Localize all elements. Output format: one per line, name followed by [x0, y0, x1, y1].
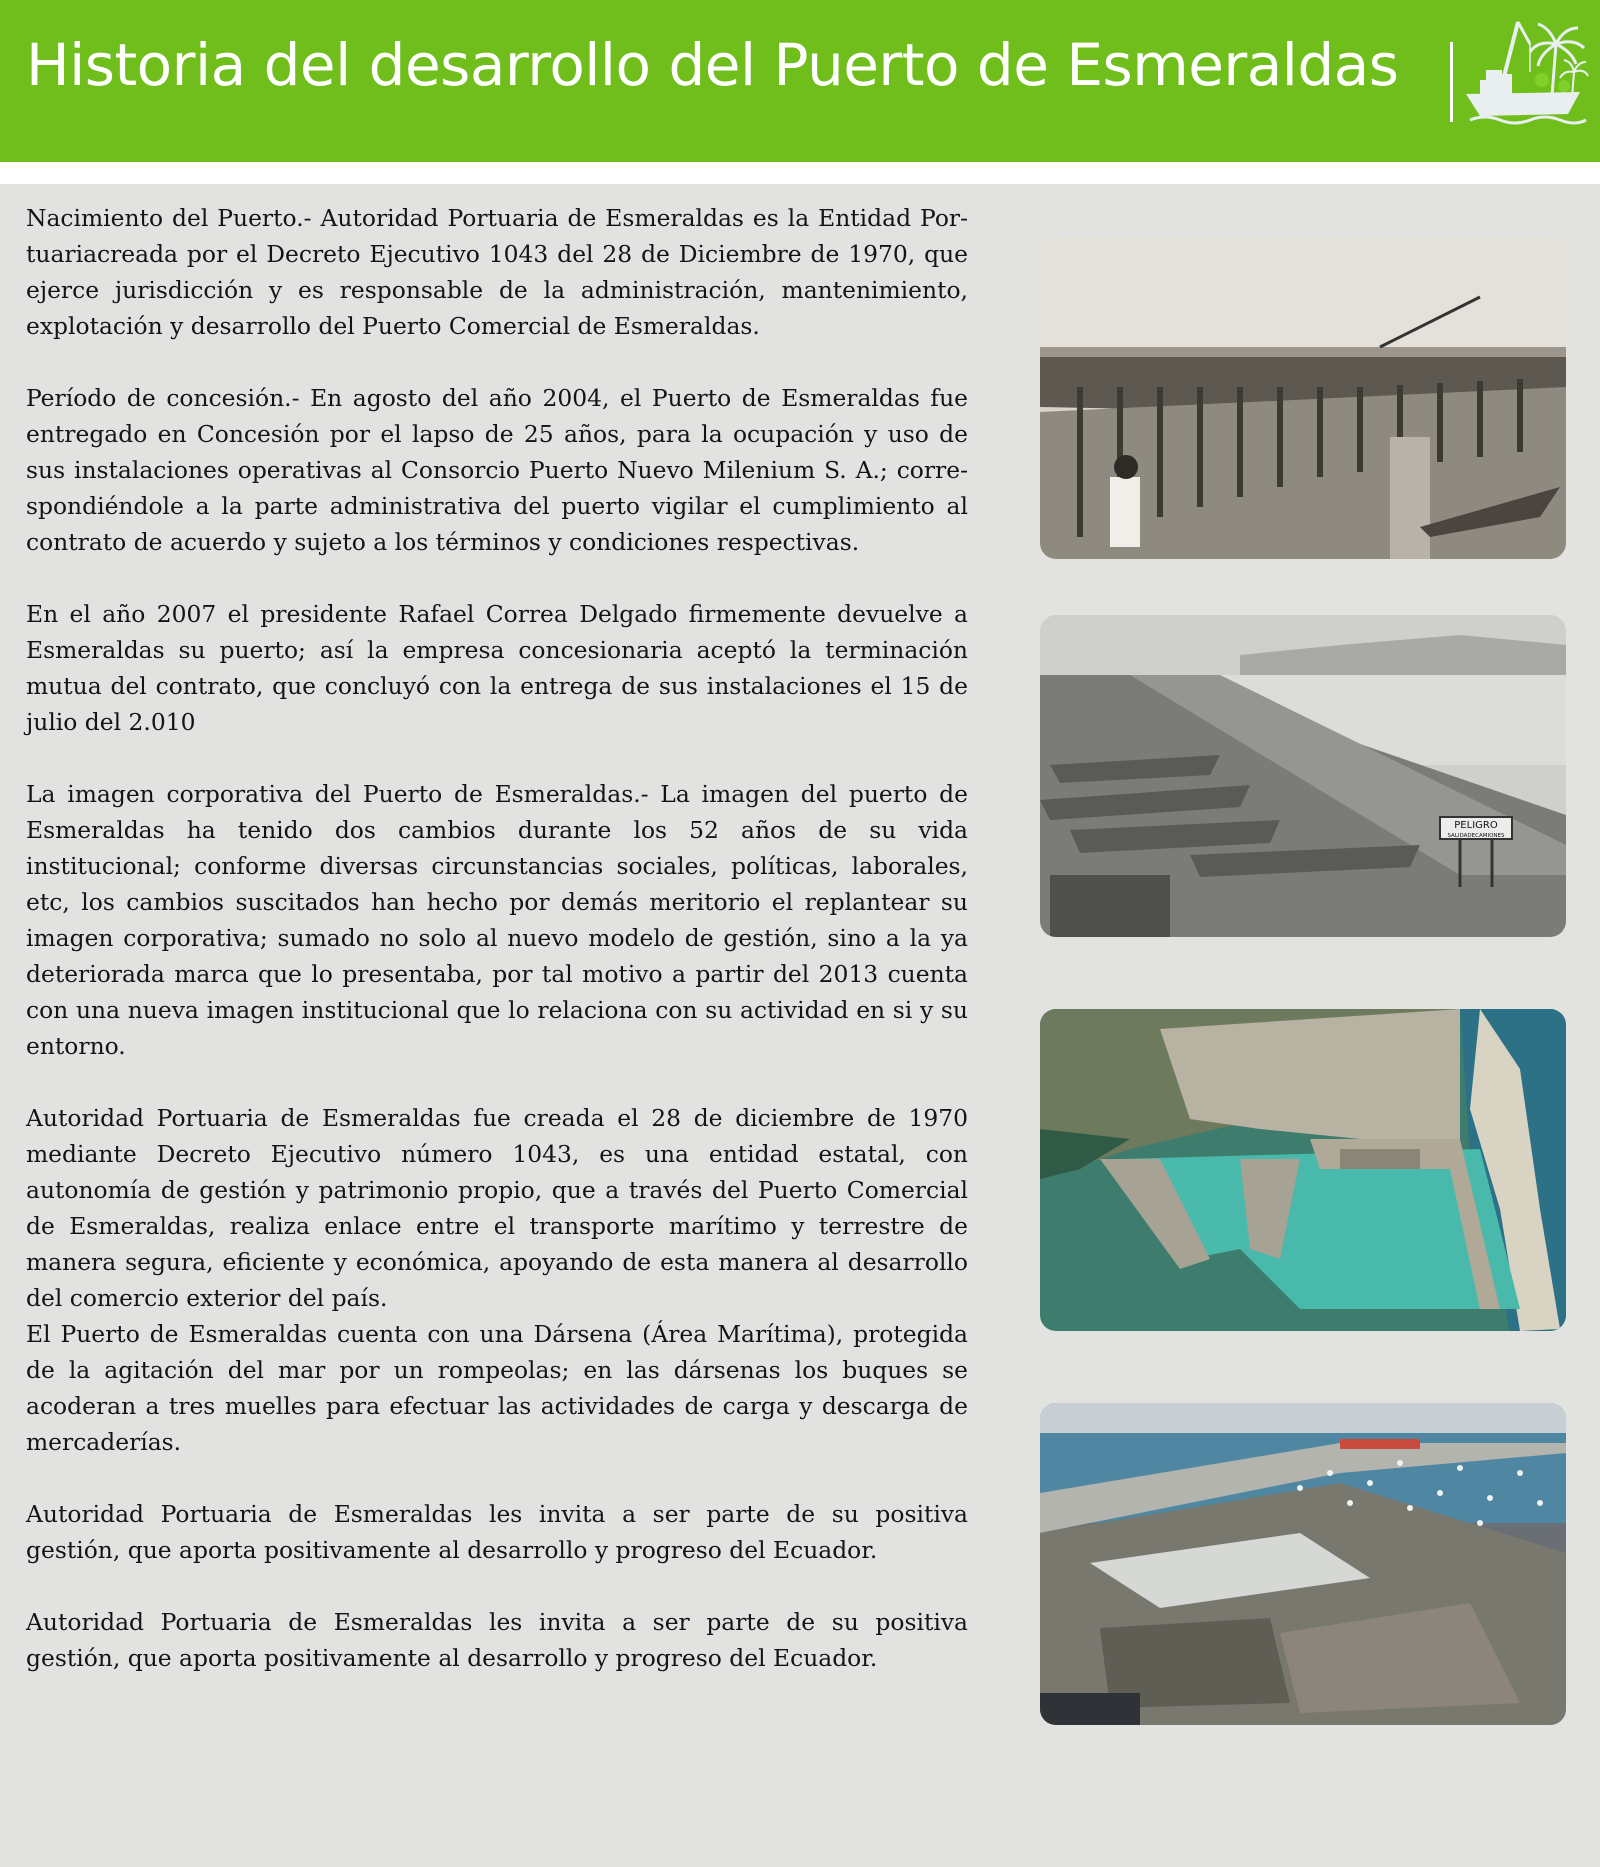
sign-subtext: SALIDADECAMIONES	[1447, 833, 1505, 839]
title-divider	[1450, 42, 1453, 122]
sign-text: PELIGRO	[1454, 820, 1498, 831]
photo-modern-port	[1040, 1403, 1566, 1725]
photo-pier-construction	[1040, 237, 1566, 559]
paragraph-darsena: El Puerto de Esmeraldas cuenta con una Dársena (Área Marítima), protegida de la agitación del mar por un rompeolas; en las dársenas los buques se acoderan a tres muelles para efectuar las actividades de carga y descarga de mercaderías.	[26, 1320, 968, 1456]
header-underline	[0, 162, 1600, 184]
page-title: Historia del desarrollo del Puerto de Esmeraldas	[26, 31, 1399, 99]
port-logo-icon	[1460, 14, 1590, 126]
paragraph-2007: En el año 2007 el presidente Rafael Correa Delgado firmemente devuelve a Esmeraldas su puerto; así la empresa concesionaria aceptó la terminación mutua del contrato, que concluyó con la entrega de sus instalaciones el 15 de julio del 2.010	[26, 600, 968, 736]
paragraph-invitacion-repeat: Autoridad Portuaria de Esmeraldas les invita a ser parte de su positiva gestión, que aporta positivamente al desarrollo y progreso del Ecuador.	[26, 1608, 968, 1672]
header-bar	[0, 0, 1600, 162]
photo-aerial-port	[1040, 1009, 1566, 1331]
paragraph-invitacion: Autoridad Portuaria de Esmeraldas les invita a ser parte de su positiva gestión, que aporta positivamente al desarrollo y progreso del Ecuador.	[26, 1500, 968, 1564]
article-body	[26, 200, 968, 1712]
paragraph-nacimiento: Nacimiento del Puerto.- Autoridad Portuaria de Esmeraldas es la Entidad Portuariacreada por el Decreto Ejecutivo 1043 del 28 de Diciembre de 1970, que ejerce jurisdicción y es responsable de la administración, mantenimiento, explotación y desarrollo del Puerto Comercial de Esmeraldas.	[26, 204, 968, 340]
photo-breakwater-boats	[1040, 615, 1566, 937]
paragraph-concesion: Período de concesión.- En agosto del año 2004, el Puerto de Esmeraldas fue entregado en Concesión por el lapso de 25 años, para la ocupación y uso de sus instalaciones operativas al Consorcio Puerto Nuevo Milenium S. A.; correspondiéndole a la parte administrativa del puerto vigilar el cumplimiento al contrato de acuerdo y sujeto a los términos y condiciones respectivas.	[26, 384, 968, 556]
paragraph-autoridad: Autoridad Portuaria de Esmeraldas fue creada el 28 de diciembre de 1970 mediante Decreto Ejecutivo número 1043, es una entidad estatal, con autonomía de gestión y patrimonio propio, que a través del Puerto Comercial de Esmeraldas, realiza enlace entre el transporte marítimo y terrestre de manera segura, eficiente y económica, apoyando de esta manera al desarrollo del comercio exterior del país.	[26, 1104, 968, 1312]
paragraph-imagen-corporativa: La imagen corporativa del Puerto de Esmeraldas.- La imagen del puerto de Esmeraldas ha tenido dos cambios durante los 52 años de su vida institucional; conforme diversas circunstancias sociales, políticas, laborales, etc, los cambios suscitados han hecho por demás meritorio el replantear su imagen corporativa; sumado no solo al nuevo modelo de gestión, sino a la ya deteriorada marca que lo presentaba, por tal motivo a partir del 2013 cuenta con una nueva imagen institucional que lo relaciona con su actividad en si y su entorno.	[26, 780, 968, 1060]
